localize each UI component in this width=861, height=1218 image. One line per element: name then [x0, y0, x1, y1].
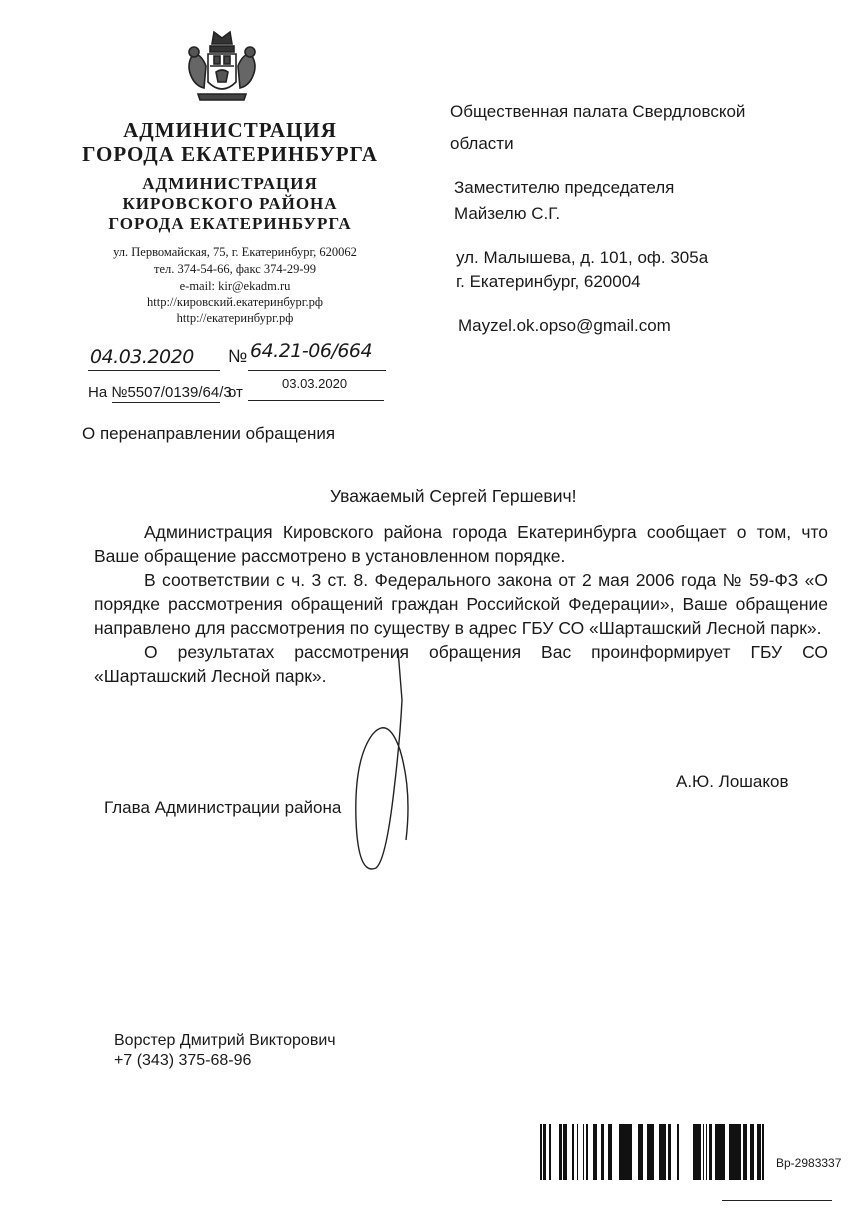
number-underline	[248, 370, 386, 371]
executor-name: Ворстер Дмитрий Викторович	[114, 1032, 336, 1049]
greeting: Уважаемый Сергей Гершевич!	[330, 486, 577, 506]
registration-number: 64.21-06/664	[250, 340, 373, 362]
org-sub-line2: КИРОВСКОГО РАЙОНА	[122, 194, 338, 213]
signature-position: Глава Администрации района	[104, 798, 342, 817]
reply-line	[88, 384, 232, 401]
org-sub-line1: АДМИНИСТРАЦИЯ	[142, 174, 318, 193]
recipient-line5: ул. Малышева, д. 101, оф. 305а	[456, 248, 709, 267]
recipient-line3: Заместителю председателя	[454, 178, 675, 197]
paragraph-2: В соответствии с ч. 3 ст. 8. Федерального закона от 2 мая 2006 года № 59-ФЗ «О порядке рассмотрения обращений граждан Российской Федерации», Ваше обращение направлено для рассмотрения по существу в адрес ГБУ СО «Шарташский Лесной парк».	[94, 570, 828, 638]
signature-name: А.Ю. Лошаков	[676, 772, 789, 791]
reply-number: 5507/0139/64/3	[127, 384, 232, 401]
org-title-line2: ГОРОДА ЕКАТЕРИНБУРГА	[82, 142, 378, 166]
registration-date: 04.03.2020	[90, 346, 194, 368]
recipient-line2: области	[450, 134, 514, 153]
org-email: e-mail: kir@ekadm.ru	[179, 279, 291, 293]
reply-date-underline	[248, 400, 384, 401]
paragraph-1: Администрация Кировского района города Екатеринбурга сообщает о том, что Ваше обращение рассмотрено в установленном порядке.	[94, 522, 828, 566]
subject: О перенаправлении обращения	[82, 424, 336, 443]
paragraph-3: О результатах рассмотрения обращения Вас проинформирует ГБУ СО «Шарташский Лесной парк».	[94, 642, 828, 686]
barcode-icon	[540, 1124, 770, 1180]
executor-phone: +7 (343) 375-68-96	[114, 1052, 252, 1069]
recipient-line1: Общественная палата Свердловской	[450, 102, 746, 121]
recipient-line4: Майзелю С.Г.	[454, 204, 561, 223]
org-address: ул. Первомайская, 75, г. Екатеринбург, 620062	[113, 245, 357, 259]
reply-prefix: На №	[88, 384, 128, 401]
recipient-email: Mayzel.ok.opso@gmail.com	[458, 316, 671, 335]
date-underline	[88, 370, 220, 371]
recipient-line6: г. Екатеринбург, 620004	[456, 272, 641, 291]
letter-body	[94, 520, 828, 688]
org-title-line1: АДМИНИСТРАЦИЯ	[123, 118, 337, 142]
number-sign: №	[228, 346, 248, 366]
barcode-id: Вр-2983337	[776, 1156, 842, 1170]
coat-of-arms-icon	[180, 26, 264, 108]
org-phone: тел. 374-54-66, факс 374-29-99	[154, 262, 316, 276]
org-site2: http://екатеринбург.рф	[176, 311, 294, 325]
reply-date: 03.03.2020	[282, 376, 348, 391]
bottom-line	[722, 1200, 832, 1201]
reply-number-underline	[112, 402, 220, 403]
org-sub-line3: ГОРОДА ЕКАТЕРИНБУРГА	[108, 214, 352, 233]
org-site1: http://кировский.екатеринбург.рф	[147, 295, 323, 309]
reply-from: от	[228, 384, 243, 401]
signature-scribble	[350, 640, 420, 880]
